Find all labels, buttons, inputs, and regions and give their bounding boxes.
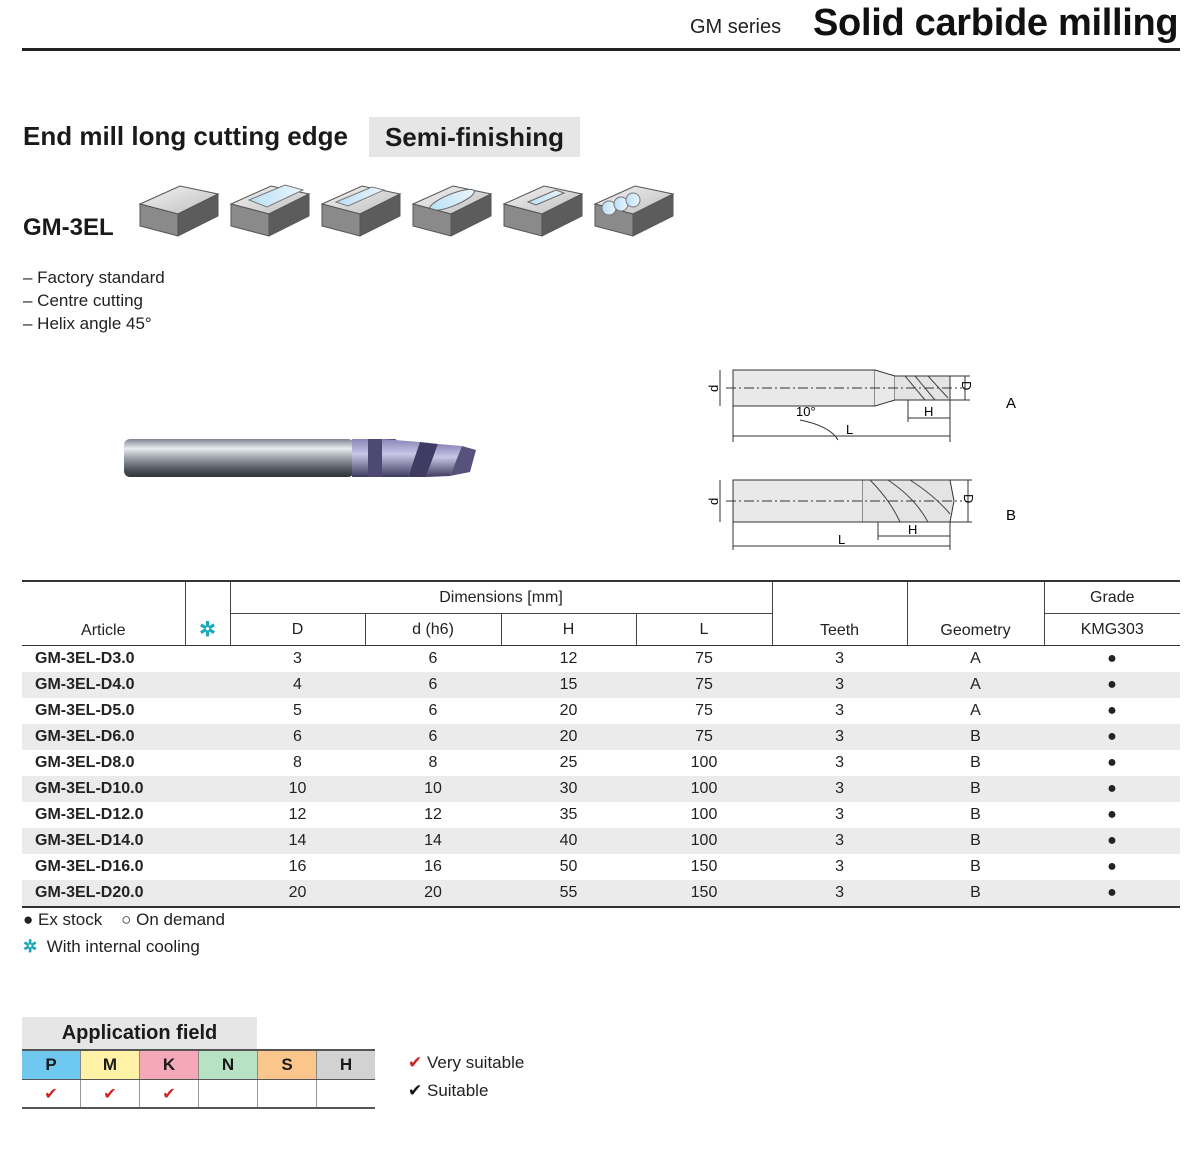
step-block-icon xyxy=(231,185,309,236)
copy-milling-block-icon xyxy=(595,186,673,236)
cell-cooling xyxy=(185,646,230,673)
end-mill-image xyxy=(120,430,482,486)
cell-geometry: B xyxy=(970,858,981,875)
cell-d: 16 xyxy=(424,858,442,875)
cell-D: 3 xyxy=(293,650,302,667)
cell-article: GM-3EL-D20.0 xyxy=(22,880,185,907)
cell-cooling xyxy=(185,828,230,854)
facing-block-icon xyxy=(140,186,218,236)
cell-L: 150 xyxy=(636,880,772,907)
cell-teeth: 3 xyxy=(772,776,907,802)
cell-geometry: B xyxy=(907,776,1044,802)
col-D: D xyxy=(230,614,365,646)
cell-geometry: A xyxy=(970,650,981,667)
stock-legend xyxy=(23,910,225,930)
cell-stock: ● xyxy=(1107,650,1117,667)
cell-stock: ● xyxy=(1044,724,1180,750)
material-group-P: P xyxy=(22,1050,81,1080)
cell-teeth: 3 xyxy=(835,754,844,771)
table-row xyxy=(22,880,1180,907)
cell-geometry: A xyxy=(970,702,981,719)
cell-H: 50 xyxy=(559,858,578,875)
operation-icons xyxy=(136,178,676,242)
cell-stock: ● xyxy=(1044,828,1180,854)
table-row xyxy=(22,854,1180,880)
cell-teeth: 3 xyxy=(772,672,907,698)
red-check-icon: ✔ xyxy=(408,1053,423,1072)
cell-D: 14 xyxy=(230,828,365,854)
col-grade-kmg303: KMG303 xyxy=(1080,620,1144,638)
cell-L: 100 xyxy=(636,776,772,802)
very-suitable-legend xyxy=(408,1053,524,1073)
table-row xyxy=(22,646,1180,673)
material-group-N: N xyxy=(199,1050,258,1080)
cell-stock: ● xyxy=(1107,806,1117,823)
suitability-K: ✔ xyxy=(140,1080,199,1109)
cell-teeth: 3 xyxy=(835,806,844,823)
cell-L: 75 xyxy=(636,672,772,698)
cooling-legend-text: With internal cooling xyxy=(46,937,200,956)
cell-cooling xyxy=(185,698,230,724)
col-grade: Grade xyxy=(1044,581,1180,614)
table-row xyxy=(22,724,1180,750)
cell-article: GM-3EL-D8.0 xyxy=(35,754,135,771)
cell-article: GM-3EL-D16.0 xyxy=(35,858,144,875)
cell-D: 20 xyxy=(230,880,365,907)
cell-d: 8 xyxy=(428,754,438,771)
drawing-a-angle: 10° xyxy=(796,404,816,419)
cell-geometry: B xyxy=(907,828,1044,854)
cell-d: 6 xyxy=(365,672,501,698)
cell-d: 6 xyxy=(428,702,438,719)
suitability-S xyxy=(258,1080,317,1109)
drawing-b-d: d xyxy=(706,497,721,505)
col-L: L xyxy=(636,614,772,646)
col-H: H xyxy=(501,614,636,646)
cell-geometry: B xyxy=(907,724,1044,750)
cell-stock: ● xyxy=(1107,754,1117,771)
cell-geometry: B xyxy=(907,880,1044,907)
cell-cooling xyxy=(185,802,230,828)
cell-L: 100 xyxy=(690,806,718,823)
cell-stock: ● xyxy=(1044,672,1180,698)
suitable-legend xyxy=(408,1081,488,1101)
cell-H: 12 xyxy=(559,650,578,667)
col-teeth: Teeth xyxy=(772,581,907,646)
table-row xyxy=(22,672,1180,698)
suitable-text: Suitable xyxy=(426,1081,489,1100)
cell-article: GM-3EL-D4.0 xyxy=(22,672,185,698)
pocket-block-icon xyxy=(413,185,491,236)
col-article: Article xyxy=(22,581,185,646)
finishing-badge: Semi-finishing xyxy=(369,117,580,157)
cell-geometry: B xyxy=(970,754,981,771)
cell-article: GM-3EL-D10.0 xyxy=(22,776,185,802)
page-title: Solid carbide milling xyxy=(813,2,1179,44)
cell-D: 10 xyxy=(230,776,365,802)
drawing-b xyxy=(700,470,1040,554)
black-check-icon: ✔ xyxy=(408,1081,423,1100)
cell-D: 6 xyxy=(230,724,365,750)
suitability-H xyxy=(317,1080,376,1109)
col-dimensions: Dimensions [mm] xyxy=(230,581,772,614)
cell-article: GM-3EL-D6.0 xyxy=(22,724,185,750)
drawing-b-label: B xyxy=(1006,507,1017,524)
cell-H: 40 xyxy=(501,828,636,854)
cell-cooling xyxy=(185,672,230,698)
on-demand-legend: ○ On demand xyxy=(121,910,225,929)
cell-H: 55 xyxy=(501,880,636,907)
cell-D: 8 xyxy=(293,754,302,771)
cell-H: 25 xyxy=(559,754,578,771)
cell-L: 100 xyxy=(690,754,718,771)
cell-d: 12 xyxy=(424,806,442,823)
feature-item: – Helix angle 45° xyxy=(23,314,152,333)
cell-stock: ● xyxy=(1044,880,1180,907)
table-row xyxy=(22,750,1180,776)
drawing-a-L: L xyxy=(846,422,854,437)
cell-cooling xyxy=(185,880,230,907)
cell-H: 20 xyxy=(559,702,578,719)
table-row xyxy=(22,698,1180,724)
cell-d: 6 xyxy=(365,724,501,750)
cell-teeth: 3 xyxy=(772,724,907,750)
drawing-b-D: D xyxy=(961,494,976,504)
model-name: GM-3EL xyxy=(23,214,114,241)
cell-stock: ● xyxy=(1107,858,1117,875)
feature-item: – Centre cutting xyxy=(23,291,144,310)
cell-d: 20 xyxy=(365,880,501,907)
cell-D: 5 xyxy=(293,702,302,719)
cell-L: 75 xyxy=(636,724,772,750)
cell-stock: ● xyxy=(1107,702,1117,719)
spec-table xyxy=(22,580,1180,908)
cell-H: 15 xyxy=(501,672,636,698)
suitability-N xyxy=(199,1080,258,1109)
cooling-legend xyxy=(23,937,200,957)
cell-geometry: A xyxy=(907,672,1044,698)
table-row xyxy=(22,776,1180,802)
internal-cooling-icon: ✲ xyxy=(199,619,216,641)
drawing-b-L: L xyxy=(838,532,846,547)
slot-block-icon xyxy=(322,186,400,236)
section-title: End mill long cutting edge xyxy=(23,121,348,151)
cell-geometry: B xyxy=(970,806,981,823)
cell-teeth: 3 xyxy=(835,650,844,667)
drawing-a xyxy=(700,360,1040,450)
col-d-h6: d (h6) xyxy=(365,614,501,646)
cell-cooling xyxy=(185,750,230,776)
cell-teeth: 3 xyxy=(772,880,907,907)
header-rule xyxy=(22,48,1180,51)
table-row xyxy=(22,802,1180,828)
cell-article: GM-3EL-D14.0 xyxy=(22,828,185,854)
drawing-a-label: A xyxy=(1006,395,1017,412)
suitability-P: ✔ xyxy=(22,1080,81,1109)
col-cooling xyxy=(185,581,230,646)
cell-d: 10 xyxy=(365,776,501,802)
cell-cooling xyxy=(185,776,230,802)
cell-cooling xyxy=(185,724,230,750)
cell-stock: ● xyxy=(1044,776,1180,802)
cell-L: 100 xyxy=(636,828,772,854)
cell-H: 35 xyxy=(559,806,578,823)
drawing-a-d: d xyxy=(706,384,721,392)
cell-teeth: 3 xyxy=(835,858,844,875)
cell-L: 75 xyxy=(695,650,713,667)
application-field-title: Application field xyxy=(22,1017,257,1050)
material-group-S: S xyxy=(258,1050,317,1080)
cell-article: GM-3EL-D3.0 xyxy=(35,650,135,667)
series-label: GM series xyxy=(690,16,782,38)
drawing-a-D: D xyxy=(959,381,974,391)
suitability-M: ✔ xyxy=(81,1080,140,1109)
cell-D: 12 xyxy=(288,806,307,823)
cell-teeth: 3 xyxy=(772,828,907,854)
cell-teeth: 3 xyxy=(835,702,844,719)
cell-L: 75 xyxy=(695,702,713,719)
drawing-a-H: H xyxy=(924,404,934,419)
material-group-M: M xyxy=(81,1050,140,1080)
plunge-pocket-block-icon xyxy=(504,186,582,236)
internal-cooling-icon: ✲ xyxy=(23,937,38,956)
cell-D: 16 xyxy=(288,858,307,875)
ex-stock-legend: ● Ex stock xyxy=(23,910,103,929)
cell-article: GM-3EL-D12.0 xyxy=(35,806,144,823)
col-geometry: Geometry xyxy=(907,581,1044,646)
feature-item: – Factory standard xyxy=(23,268,165,287)
cell-d: 14 xyxy=(365,828,501,854)
cell-d: 6 xyxy=(428,650,438,667)
cell-L: 150 xyxy=(690,858,718,875)
drawing-b-H: H xyxy=(908,522,918,537)
cell-H: 20 xyxy=(501,724,636,750)
cell-article: GM-3EL-D5.0 xyxy=(35,702,135,719)
material-group-K: K xyxy=(140,1050,199,1080)
cell-D: 4 xyxy=(230,672,365,698)
application-field-table xyxy=(22,1049,375,1109)
cell-H: 30 xyxy=(501,776,636,802)
cell-cooling xyxy=(185,854,230,880)
material-group-H: H xyxy=(317,1050,376,1080)
very-suitable-text: Very suitable xyxy=(426,1053,525,1072)
table-row xyxy=(22,828,1180,854)
